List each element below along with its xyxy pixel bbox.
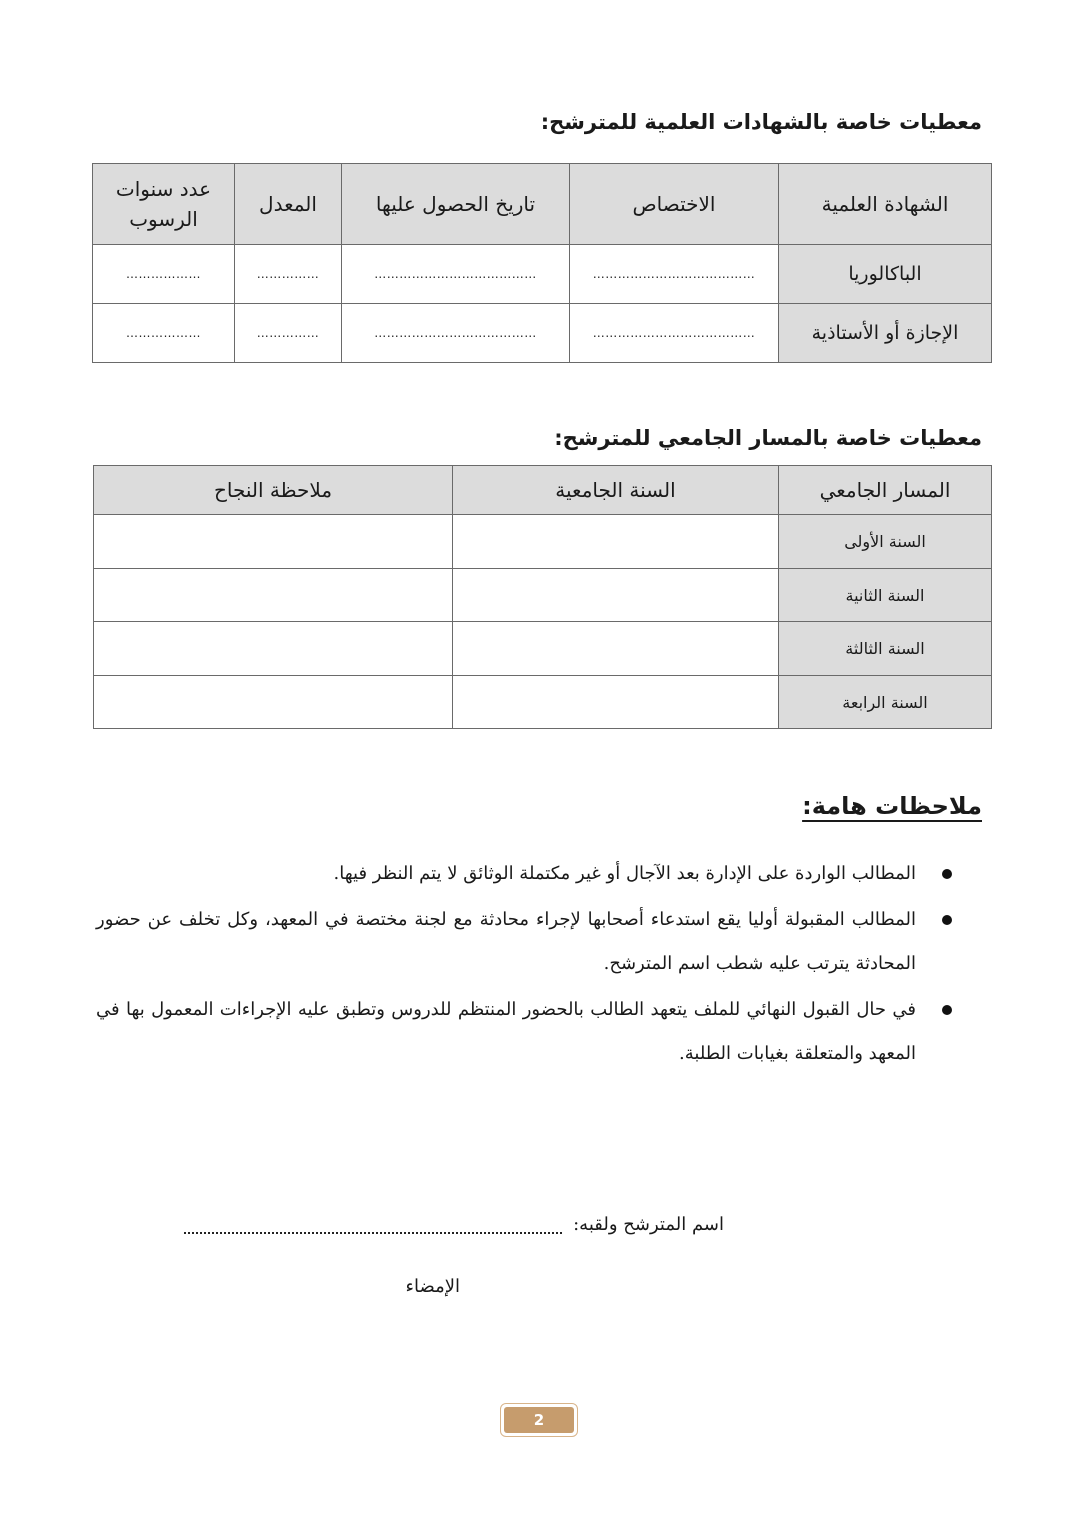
row-label-license: الإجازة أو الأستاذية — [779, 304, 992, 363]
notes-list — [96, 852, 948, 1078]
specialty-field[interactable]: ………………………………… — [570, 304, 779, 363]
header-university-path: المسار الجامعي — [779, 466, 992, 515]
header-success-note: ملاحظة النجاح — [94, 466, 453, 515]
academic-year-field[interactable] — [453, 515, 779, 569]
page-number-badge — [500, 1403, 578, 1437]
certificates-table — [92, 163, 992, 363]
list-item: المطالب المقبولة أوليا يقع استدعاء أصحابها لإجراء محادثة مع لجنة مختصة في المعهد، وكل تخلف عن حضور المحادثة يترتب عليه شطب اسم المترشح. — [96, 898, 948, 986]
header-academic-year: السنة الجامعية — [453, 466, 779, 515]
success-note-field[interactable] — [94, 622, 453, 676]
certificates-header-row — [93, 164, 992, 245]
date-field[interactable]: ………………………………… — [342, 304, 570, 363]
academic-year-field[interactable] — [453, 676, 779, 729]
success-note-field[interactable] — [94, 515, 453, 569]
header-specialty: الاختصاص — [570, 164, 779, 245]
success-note-field[interactable] — [94, 569, 453, 622]
failed-years-field[interactable]: ……………… — [93, 304, 235, 363]
certificates-section-title: معطيات خاصة بالشهادات العلمية للمترشح: — [540, 110, 982, 134]
average-field[interactable]: …………… — [235, 304, 342, 363]
row-label-baccalaureate: الباكالوريا — [779, 245, 992, 304]
page-number: 2 — [504, 1407, 574, 1433]
row-label-first-year: السنة الأولى — [779, 515, 992, 569]
university-header-row — [94, 466, 992, 515]
university-path-section-title: معطيات خاصة بالمسار الجامعي للمترشح: — [554, 426, 982, 450]
table-row — [94, 676, 992, 729]
candidate-name-field[interactable] — [184, 1222, 562, 1234]
header-certificate: الشهادة العلمية — [779, 164, 992, 245]
important-notes-title: ملاحظات هامة: — [802, 792, 982, 820]
table-row — [94, 569, 992, 622]
candidate-name-label: اسم المترشح ولقبه: — [573, 1214, 724, 1235]
academic-year-field[interactable] — [453, 569, 779, 622]
success-note-field[interactable] — [94, 676, 453, 729]
header-average: المعدل — [235, 164, 342, 245]
signature-label: الإمضاء — [405, 1276, 460, 1297]
university-path-table — [93, 465, 992, 729]
failed-years-field[interactable]: ……………… — [93, 245, 235, 304]
list-item: المطالب الواردة على الإدارة بعد الآجال أو غير مكتملة الوثائق لا يتم النظر فيها. — [96, 852, 948, 896]
table-row — [94, 622, 992, 676]
row-label-third-year: السنة الثالثة — [779, 622, 992, 676]
header-date-obtained: تاريخ الحصول عليها — [342, 164, 570, 245]
row-label-fourth-year: السنة الرابعة — [779, 676, 992, 729]
date-field[interactable]: ………………………………… — [342, 245, 570, 304]
table-row — [94, 515, 992, 569]
row-label-second-year: السنة الثانية — [779, 569, 992, 622]
list-item: في حال القبول النهائي للملف يتعهد الطالب بالحضور المنتظم للدروس وتطبق عليه الإجراءات المعمول بها في المعهد والمتعلقة بغيابات الطلبة. — [96, 988, 948, 1076]
table-row — [93, 245, 992, 304]
average-field[interactable]: …………… — [235, 245, 342, 304]
header-failed-years: عدد سنوات الرسوب — [93, 164, 235, 245]
academic-year-field[interactable] — [453, 622, 779, 676]
table-row — [93, 304, 992, 363]
specialty-field[interactable]: ………………………………… — [570, 245, 779, 304]
